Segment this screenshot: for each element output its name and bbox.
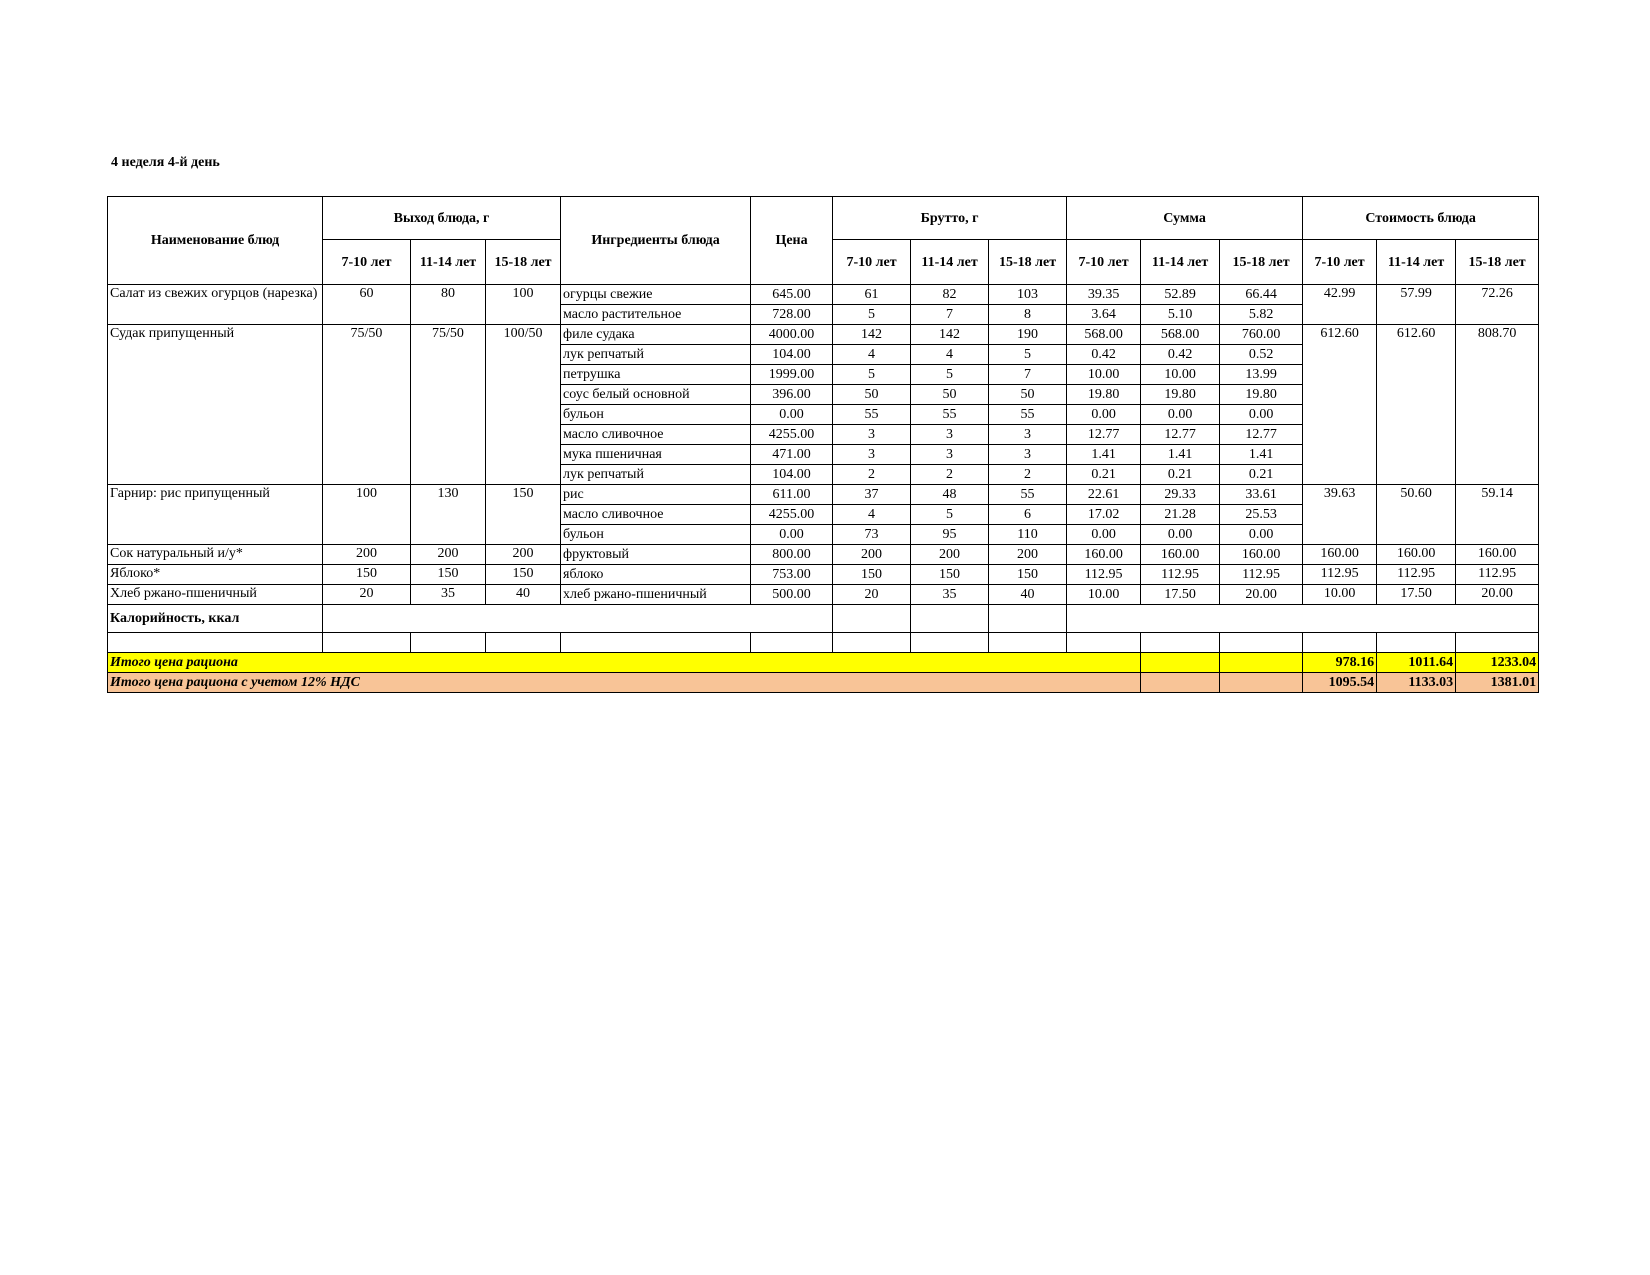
total-vat-row [108, 673, 1539, 693]
header-gross: Брутто, г [833, 197, 1067, 240]
cost-cell: 39.63 [1303, 485, 1377, 545]
gross-cell: 3 [989, 445, 1067, 465]
header-age-group: 15-18 лет [1456, 240, 1539, 285]
gross-cell: 37 [833, 485, 911, 505]
sum-cell: 10.00 [1141, 365, 1220, 385]
empty-cell [911, 633, 989, 653]
gross-cell: 5 [911, 505, 989, 525]
price-cell: 4255.00 [751, 505, 833, 525]
dish-name: Гарнир: рис припущенный [108, 485, 323, 545]
header-ingredients: Ингредиенты блюда [561, 197, 751, 285]
price-cell: 728.00 [751, 305, 833, 325]
total-label: Итого цена рациона [108, 653, 1141, 673]
header-age-group: 11-14 лет [1377, 240, 1456, 285]
dish-name: Хлеб ржано-пшеничный [108, 585, 323, 605]
table-row [108, 585, 1539, 605]
cost-cell: 59.14 [1456, 485, 1539, 545]
ingredient-cell: филе судака [561, 325, 751, 345]
header-age-group: 7-10 лет [323, 240, 411, 285]
header-age-group: 15-18 лет [486, 240, 561, 285]
sum-cell: 12.77 [1067, 425, 1141, 445]
gross-cell: 7 [911, 305, 989, 325]
sum-cell: 1.41 [1141, 445, 1220, 465]
sum-cell: 17.02 [1067, 505, 1141, 525]
gross-cell: 4 [833, 505, 911, 525]
gross-cell: 3 [833, 425, 911, 445]
price-cell: 4000.00 [751, 325, 833, 345]
gross-cell: 200 [833, 545, 911, 565]
cost-cell: 112.95 [1377, 565, 1456, 585]
price-cell: 4255.00 [751, 425, 833, 445]
sum-cell: 29.33 [1141, 485, 1220, 505]
ingredient-cell: рис [561, 485, 751, 505]
sum-cell: 25.53 [1220, 505, 1303, 525]
ingredient-cell: масло сливочное [561, 425, 751, 445]
gross-cell: 50 [833, 385, 911, 405]
sum-cell: 0.00 [1141, 525, 1220, 545]
ingredient-cell: мука пшеничная [561, 445, 751, 465]
empty-cell [1220, 673, 1303, 693]
sum-cell: 66.44 [1220, 285, 1303, 305]
sum-cell: 0.21 [1220, 465, 1303, 485]
ingredient-cell: огурцы свежие [561, 285, 751, 305]
sum-cell: 0.21 [1067, 465, 1141, 485]
ingredient-cell: лук репчатый [561, 465, 751, 485]
cost-cell: 57.99 [1377, 285, 1456, 325]
gross-cell: 48 [911, 485, 989, 505]
price-cell: 645.00 [751, 285, 833, 305]
sum-cell: 10.00 [1067, 365, 1141, 385]
gross-cell: 8 [989, 305, 1067, 325]
sum-cell: 0.42 [1067, 345, 1141, 365]
gross-cell: 103 [989, 285, 1067, 305]
gross-cell: 3 [989, 425, 1067, 445]
price-cell: 0.00 [751, 405, 833, 425]
yield-cell: 150 [323, 565, 411, 585]
yield-cell: 100/50 [486, 325, 561, 485]
gross-cell: 40 [989, 585, 1067, 605]
calories-row [108, 605, 1539, 633]
ingredient-cell: яблоко [561, 565, 751, 585]
yield-cell: 35 [411, 585, 486, 605]
empty-cell [1220, 633, 1303, 653]
table-row [108, 545, 1539, 565]
empty-cell [323, 633, 411, 653]
sum-cell: 20.00 [1220, 585, 1303, 605]
cost-cell: 50.60 [1377, 485, 1456, 545]
gross-cell: 55 [833, 405, 911, 425]
menu-table-body [108, 285, 1539, 693]
cost-cell: 10.00 [1303, 585, 1377, 605]
sum-cell: 760.00 [1220, 325, 1303, 345]
gross-cell: 73 [833, 525, 911, 545]
sum-cell: 568.00 [1141, 325, 1220, 345]
menu-table [107, 196, 1539, 693]
gross-cell: 20 [833, 585, 911, 605]
gross-cell: 2 [911, 465, 989, 485]
empty-cell [833, 605, 911, 633]
sum-cell: 3.64 [1067, 305, 1141, 325]
yield-cell: 200 [323, 545, 411, 565]
cost-cell: 612.60 [1377, 325, 1456, 485]
sum-cell: 160.00 [1220, 545, 1303, 565]
empty-cell [1141, 673, 1220, 693]
header-age-group: 7-10 лет [833, 240, 911, 285]
empty-cell [411, 633, 486, 653]
sum-cell: 39.35 [1067, 285, 1141, 305]
price-cell: 1999.00 [751, 365, 833, 385]
gross-cell: 4 [911, 345, 989, 365]
empty-cell [1456, 633, 1539, 653]
gross-cell: 50 [911, 385, 989, 405]
sum-cell: 160.00 [1141, 545, 1220, 565]
total-value: 1233.04 [1456, 653, 1539, 673]
header-dish-name: Наименование блюд [108, 197, 323, 285]
sum-cell: 1.41 [1067, 445, 1141, 465]
gross-cell: 5 [833, 365, 911, 385]
gross-cell: 55 [911, 405, 989, 425]
yield-cell: 40 [486, 585, 561, 605]
sum-cell: 160.00 [1067, 545, 1141, 565]
yield-cell: 100 [486, 285, 561, 325]
ingredient-cell: петрушка [561, 365, 751, 385]
empty-cell [108, 633, 323, 653]
sum-cell: 22.61 [1067, 485, 1141, 505]
gross-cell: 4 [833, 345, 911, 365]
price-cell: 396.00 [751, 385, 833, 405]
header-yield: Выход блюда, г [323, 197, 561, 240]
price-cell: 500.00 [751, 585, 833, 605]
calories-label: Калорийность, ккал [108, 605, 323, 633]
cost-cell: 42.99 [1303, 285, 1377, 325]
gross-cell: 142 [833, 325, 911, 345]
sum-cell: 19.80 [1067, 385, 1141, 405]
cost-cell: 112.95 [1456, 565, 1539, 585]
gross-cell: 2 [989, 465, 1067, 485]
gross-cell: 2 [833, 465, 911, 485]
yield-cell: 20 [323, 585, 411, 605]
sum-cell: 12.77 [1141, 425, 1220, 445]
blank-row [108, 633, 1539, 653]
sum-cell: 13.99 [1220, 365, 1303, 385]
sum-cell: 1.41 [1220, 445, 1303, 465]
cost-cell: 17.50 [1377, 585, 1456, 605]
sum-cell: 0.00 [1220, 525, 1303, 545]
total-value: 1011.64 [1377, 653, 1456, 673]
empty-cell [323, 605, 833, 633]
sum-cell: 0.00 [1067, 405, 1141, 425]
sum-cell: 21.28 [1141, 505, 1220, 525]
price-cell: 0.00 [751, 525, 833, 545]
gross-cell: 95 [911, 525, 989, 545]
gross-cell: 200 [911, 545, 989, 565]
ingredient-cell: масло сливочное [561, 505, 751, 525]
price-cell: 753.00 [751, 565, 833, 585]
gross-cell: 55 [989, 405, 1067, 425]
empty-cell [1141, 633, 1220, 653]
page-title: 4 неделя 4-й день [111, 155, 220, 170]
sum-cell: 112.95 [1067, 565, 1141, 585]
header-age-group: 11-14 лет [411, 240, 486, 285]
ingredient-cell: фруктовый [561, 545, 751, 565]
total-vat-label: Итого цена рациона с учетом 12% НДС [108, 673, 1141, 693]
sum-cell: 0.52 [1220, 345, 1303, 365]
price-cell: 611.00 [751, 485, 833, 505]
gross-cell: 6 [989, 505, 1067, 525]
yield-cell: 150 [486, 565, 561, 585]
dish-name: Салат из свежих огурцов (нарезка) [108, 285, 323, 325]
yield-cell: 80 [411, 285, 486, 325]
header-age-group: 11-14 лет [911, 240, 989, 285]
total-row [108, 653, 1539, 673]
cost-cell: 160.00 [1377, 545, 1456, 565]
sum-cell: 568.00 [1067, 325, 1141, 345]
gross-cell: 3 [911, 445, 989, 465]
ingredient-cell: лук репчатый [561, 345, 751, 365]
empty-cell [1220, 653, 1303, 673]
empty-cell [1141, 653, 1220, 673]
table-row [108, 285, 1539, 305]
cost-cell: 160.00 [1456, 545, 1539, 565]
cost-cell: 20.00 [1456, 585, 1539, 605]
yield-cell: 75/50 [323, 325, 411, 485]
yield-cell: 75/50 [411, 325, 486, 485]
empty-cell [1377, 633, 1456, 653]
sum-cell: 0.00 [1220, 405, 1303, 425]
gross-cell: 5 [989, 345, 1067, 365]
ingredient-cell: соус белый основной [561, 385, 751, 405]
sum-cell: 19.80 [1141, 385, 1220, 405]
empty-cell [1303, 633, 1377, 653]
sum-cell: 52.89 [1141, 285, 1220, 305]
yield-cell: 60 [323, 285, 411, 325]
sum-cell: 5.82 [1220, 305, 1303, 325]
total-vat-value: 1381.01 [1456, 673, 1539, 693]
sum-cell: 5.10 [1141, 305, 1220, 325]
sum-cell: 12.77 [1220, 425, 1303, 445]
empty-cell [751, 633, 833, 653]
total-vat-value: 1095.54 [1303, 673, 1377, 693]
gross-cell: 150 [833, 565, 911, 585]
sum-cell: 19.80 [1220, 385, 1303, 405]
header-age-group: 7-10 лет [1067, 240, 1141, 285]
cost-cell: 612.60 [1303, 325, 1377, 485]
price-cell: 104.00 [751, 345, 833, 365]
total-value: 978.16 [1303, 653, 1377, 673]
price-cell: 800.00 [751, 545, 833, 565]
gross-cell: 5 [833, 305, 911, 325]
header-age-group: 11-14 лет [1141, 240, 1220, 285]
header-age-group: 15-18 лет [1220, 240, 1303, 285]
cost-cell: 112.95 [1303, 565, 1377, 585]
gross-cell: 190 [989, 325, 1067, 345]
empty-cell [486, 633, 561, 653]
gross-cell: 55 [989, 485, 1067, 505]
sum-cell: 112.95 [1220, 565, 1303, 585]
yield-cell: 100 [323, 485, 411, 545]
ingredient-cell: бульон [561, 525, 751, 545]
total-vat-value: 1133.03 [1377, 673, 1456, 693]
price-cell: 104.00 [751, 465, 833, 485]
yield-cell: 150 [411, 565, 486, 585]
empty-cell [911, 605, 989, 633]
gross-cell: 200 [989, 545, 1067, 565]
sum-cell: 0.21 [1141, 465, 1220, 485]
empty-cell [1067, 605, 1539, 633]
price-cell: 471.00 [751, 445, 833, 465]
gross-cell: 3 [833, 445, 911, 465]
gross-cell: 50 [989, 385, 1067, 405]
empty-cell [989, 605, 1067, 633]
sum-cell: 17.50 [1141, 585, 1220, 605]
header-sum: Сумма [1067, 197, 1303, 240]
gross-cell: 7 [989, 365, 1067, 385]
dish-name: Судак припущенный [108, 325, 323, 485]
cost-cell: 160.00 [1303, 545, 1377, 565]
table-row [108, 485, 1539, 505]
ingredient-cell: хлеб ржано-пшеничный [561, 585, 751, 605]
yield-cell: 200 [411, 545, 486, 565]
header-age-group: 7-10 лет [1303, 240, 1377, 285]
cost-cell: 808.70 [1456, 325, 1539, 485]
gross-cell: 3 [911, 425, 989, 445]
header-age-group: 15-18 лет [989, 240, 1067, 285]
sum-cell: 0.42 [1141, 345, 1220, 365]
gross-cell: 110 [989, 525, 1067, 545]
ingredient-cell: бульон [561, 405, 751, 425]
cost-cell: 72.26 [1456, 285, 1539, 325]
table-row [108, 565, 1539, 585]
dish-name: Яблоко* [108, 565, 323, 585]
gross-cell: 150 [911, 565, 989, 585]
empty-cell [561, 633, 751, 653]
dish-name: Сок натуральный и/у* [108, 545, 323, 565]
gross-cell: 61 [833, 285, 911, 305]
gross-cell: 35 [911, 585, 989, 605]
yield-cell: 150 [486, 485, 561, 545]
gross-cell: 82 [911, 285, 989, 305]
sum-cell: 112.95 [1141, 565, 1220, 585]
sum-cell: 0.00 [1067, 525, 1141, 545]
gross-cell: 5 [911, 365, 989, 385]
gross-cell: 150 [989, 565, 1067, 585]
sum-cell: 10.00 [1067, 585, 1141, 605]
header-price: Цена [751, 197, 833, 285]
empty-cell [833, 633, 911, 653]
gross-cell: 142 [911, 325, 989, 345]
table-row [108, 325, 1539, 345]
sum-cell: 0.00 [1141, 405, 1220, 425]
yield-cell: 130 [411, 485, 486, 545]
yield-cell: 200 [486, 545, 561, 565]
empty-cell [989, 633, 1067, 653]
ingredient-cell: масло растительное [561, 305, 751, 325]
sum-cell: 33.61 [1220, 485, 1303, 505]
empty-cell [1067, 633, 1141, 653]
header-cost: Стоимость блюда [1303, 197, 1539, 240]
